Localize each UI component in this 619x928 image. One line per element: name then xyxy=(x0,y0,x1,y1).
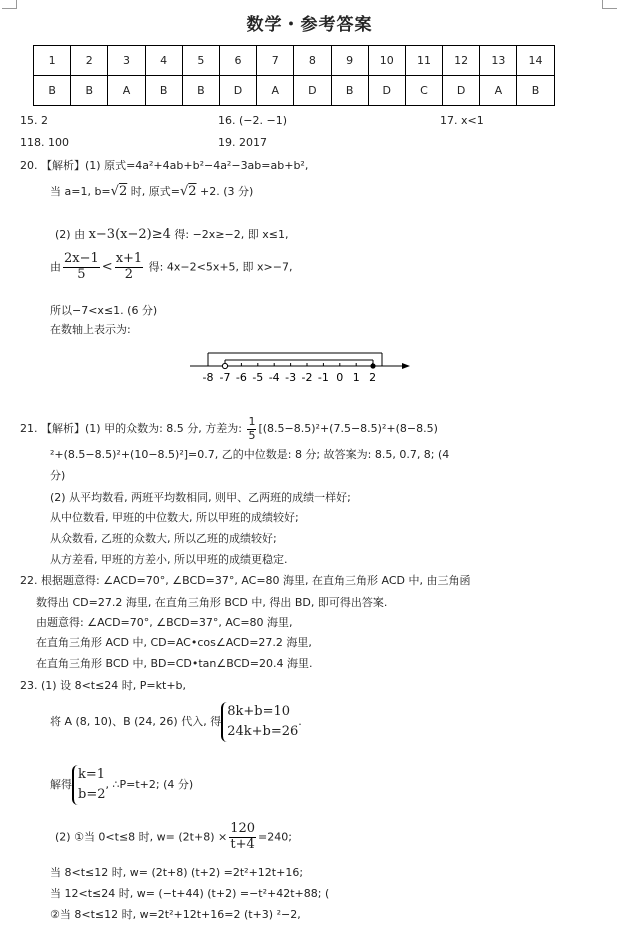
number-line-tick-label: -1 xyxy=(317,371,329,384)
question-number-cell: 2 xyxy=(71,46,108,76)
number-line-tick-label: 0 xyxy=(336,371,344,384)
q20-line-6: 在数轴上表示为: xyxy=(50,323,131,336)
answer-17: 17. x<1 xyxy=(440,114,484,127)
fraction-denominator: 5 xyxy=(248,428,256,442)
q22-line-1: 22. 根据题意得: ∠ACD=70°, ∠BCD=37°, AC=80 海里, 在直角三角形 ACD 中, 由三角函 xyxy=(20,574,471,587)
fraction-numerator: 1 xyxy=(248,415,256,428)
q21-line-1-post: [(8.5−8.5)²+(7.5−8.5)²+(8−8.5) xyxy=(258,422,438,436)
q20-line-2-post: +2. (3 分) xyxy=(196,185,254,198)
page-title: 数学・参考答案 xyxy=(246,15,373,35)
question-number-cell: 12 xyxy=(443,46,480,76)
equation-1: 8k+b=10 xyxy=(227,704,291,719)
answer-16: 16. (−2. −1) xyxy=(218,114,287,127)
q23-line-2-post: . xyxy=(298,715,302,729)
fraction-denominator: t+4 xyxy=(230,836,255,852)
solution-1: k=1 xyxy=(78,767,106,782)
answer-table xyxy=(33,45,555,106)
question-number-cell: 3 xyxy=(108,46,145,76)
answer-cell: D xyxy=(294,76,331,106)
number-line-tick-label: -4 xyxy=(268,371,280,384)
solution-system xyxy=(72,765,106,805)
solution-2: b=2 xyxy=(78,787,106,803)
answer-19: 19. 2017 xyxy=(218,136,267,149)
q23-line-6: 当 12<t≤24 时, w= (−t+44) (t+2) =−t²+42t+88; ( xyxy=(50,887,330,900)
q20-line-4-pre: 由 xyxy=(50,260,61,274)
question-number-cell: 4 xyxy=(145,46,182,76)
answer-cell: B xyxy=(331,76,368,106)
page-corner-right xyxy=(602,0,617,9)
q22-line-3: 由题意得: ∠ACD=70°, ∠BCD=37°, AC=80 海里, xyxy=(36,616,293,629)
question-number-cell: 9 xyxy=(331,46,368,76)
number-line-tick-label: 1 xyxy=(352,371,360,384)
number-line-tick-label: 2 xyxy=(369,371,377,384)
fraction-denominator: 5 xyxy=(77,266,86,282)
q23-line-4-pre: (2) ①当 0<t≤8 时, w= (2t+8) × xyxy=(55,830,228,844)
number-line-tick-label: -7 xyxy=(219,371,231,384)
sqrt-radicand-1: 2 xyxy=(118,184,128,199)
q21-line-6: 从众数看, 乙班的众数大, 所以乙班的成绩较好; xyxy=(50,532,277,545)
number-line-diagram xyxy=(180,344,420,390)
question-number-cell: 14 xyxy=(517,46,554,76)
sqrt-radicand-2: 2 xyxy=(188,184,197,199)
q20-line-3-pre: (2) 由 xyxy=(55,228,89,241)
fraction-1-over-5 xyxy=(247,416,256,442)
closed-point xyxy=(370,363,375,368)
q21-line-1-pre: 21. 【解析】(1) 甲的众数为: 8.5 分, 方差为: xyxy=(20,422,246,436)
q22-line-2: 数得出 CD=27.2 海里, 在直角三角形 BCD 中, 得出 BD, 即可得出答案. xyxy=(36,596,388,609)
fraction-denominator: 2 xyxy=(124,266,134,282)
answer-cell: A xyxy=(108,76,145,106)
question-number-cell: 10 xyxy=(368,46,405,76)
fraction-120-over-t+4 xyxy=(229,822,256,853)
q20-line-2 xyxy=(50,183,253,199)
answer-table-number-row xyxy=(34,46,555,76)
q21-line-5: 从中位数看, 甲班的中位数大, 所以甲班的成绩较好; xyxy=(50,511,299,524)
fraction-2x-1-over-5 xyxy=(63,252,100,283)
q23-line-3 xyxy=(50,765,193,805)
q23-line-1: 23. (1) 设 8<t≤24 时, P=kt+b, xyxy=(20,679,187,692)
question-number-cell: 6 xyxy=(219,46,256,76)
q23-line-4 xyxy=(55,822,292,853)
number-line-arrow-icon xyxy=(402,363,410,369)
answer-cell: B xyxy=(71,76,108,106)
question-number-cell: 13 xyxy=(480,46,517,76)
number-line-tick-label: -6 xyxy=(235,371,247,384)
q23-line-4-post: =240; xyxy=(258,830,292,844)
page-corner-left xyxy=(2,0,17,9)
number-line-tick-label: -5 xyxy=(252,371,264,384)
fraction-x+1-over-2 xyxy=(115,252,144,283)
answer-cell: B xyxy=(145,76,182,106)
answer-cell: A xyxy=(257,76,294,106)
question-number-cell: 5 xyxy=(182,46,219,76)
q20-line-5: 所以−7<x≤1. (6 分) xyxy=(50,304,158,317)
number-line-tick-label: -3 xyxy=(285,371,297,384)
q23-line-3-pre: 解得 xyxy=(50,778,72,792)
q22-line-5: 在直角三角形 BCD 中, BD=CD•tan∠BCD=20.4 海里. xyxy=(36,657,313,670)
q21-line-7: 从方差看, 甲班的方差小, 所以甲班的成绩更稳定. xyxy=(50,553,288,566)
sqrt-sign-1: √ xyxy=(110,184,119,199)
question-number-cell: 11 xyxy=(405,46,442,76)
q20-line-3-post: 得: −2x≥−2, 即 x≤1, xyxy=(170,228,289,241)
answer-15: 15. 2 xyxy=(20,114,48,127)
answer-cell: B xyxy=(182,76,219,106)
q23-line-2 xyxy=(50,702,302,742)
answer-cell: D xyxy=(443,76,480,106)
q23-line-5: 当 8<t≤12 时, w= (2t+8) (t+2) =2t²+12t+16; xyxy=(50,866,304,879)
fraction-numerator: x+1 xyxy=(115,251,143,266)
q23-line-3-post: , ∴P=t+2; (4 分) xyxy=(105,778,194,792)
q22-line-4: 在直角三角形 ACD 中, CD=AC•cos∠ACD=27.2 海里, xyxy=(36,636,312,649)
q23-line-7: ②当 8<t≤12 时, w=2t²+12t+16=2 (t+3) ²−2, xyxy=(50,908,301,921)
question-number-cell: 8 xyxy=(294,46,331,76)
open-point xyxy=(222,363,227,368)
fraction-numerator: 2x−1 xyxy=(64,251,99,266)
q21-line-1 xyxy=(20,416,438,442)
answer-cell: B xyxy=(517,76,554,106)
q21-line-2: ²+(8.5−8.5)²+(10−8.5)²]=0.7, 乙的中位数是: 8 分; 故答案为: 8.5, 0.7, 8; (4 xyxy=(50,448,450,461)
q20-line-2-pre: 当 a=1, b= xyxy=(50,185,111,198)
q20-line-2-mid: 时, 原式= xyxy=(127,185,180,198)
inequality-math: x−3(x−2)≥4 xyxy=(88,227,171,242)
question-number-cell: 7 xyxy=(257,46,294,76)
answer-18: 118. 100 xyxy=(20,136,69,149)
number-line-tick-label: -8 xyxy=(202,371,214,384)
less-than-sign: < xyxy=(101,259,113,275)
answer-cell: C xyxy=(405,76,442,106)
fraction-numerator: 120 xyxy=(230,821,256,836)
q20-line-4-post: 得: 4x−2<5x+5, 即 x>−7, xyxy=(145,260,293,274)
question-number-cell: 1 xyxy=(34,46,71,76)
equation-system xyxy=(221,702,298,742)
q23-line-2-pre: 将 A (8, 10)、B (24, 26) 代入, 得 xyxy=(50,715,222,729)
q20-line-3 xyxy=(55,226,288,242)
answer-table-answer-row xyxy=(34,76,555,106)
q21-line-4: (2) 从平均数看, 两班平均数相同, 则甲、乙两班的成绩一样好; xyxy=(50,491,351,504)
equation-2: 24k+b=26 xyxy=(227,724,299,740)
answer-cell: A xyxy=(480,76,517,106)
q20-line-1: 20. 【解析】(1) 原式=4a²+4ab+b²−4a²−3ab=ab+b², xyxy=(20,159,309,172)
answer-cell: B xyxy=(34,76,71,106)
answer-cell: D xyxy=(219,76,256,106)
q20-line-4 xyxy=(50,252,292,283)
q21-line-3: 分) xyxy=(50,469,66,482)
answer-cell: D xyxy=(368,76,405,106)
sqrt-sign-2: √ xyxy=(179,184,189,199)
number-line-tick-label: -2 xyxy=(301,371,313,384)
